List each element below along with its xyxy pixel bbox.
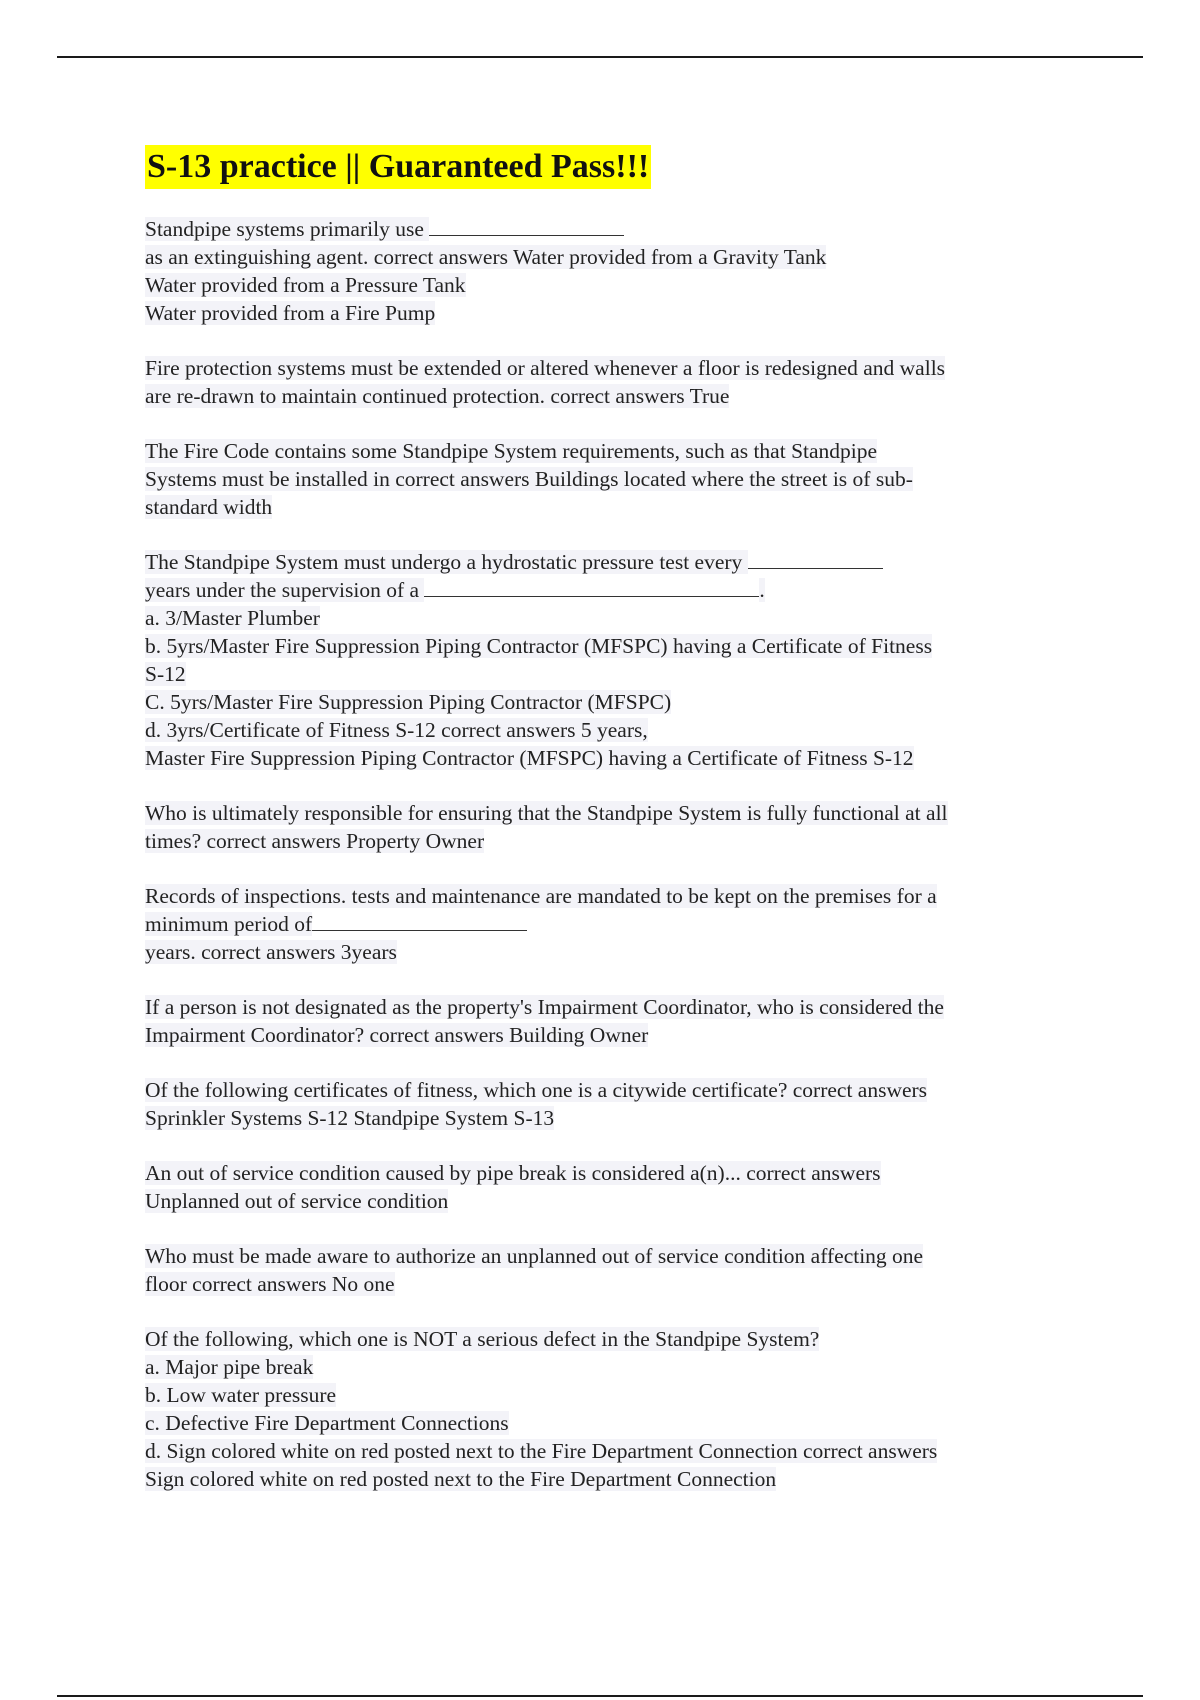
qa-block (145, 1076, 1065, 1132)
text-line (145, 465, 1065, 493)
qa-block (145, 993, 1065, 1049)
line-text: Who must be made aware to authorize an unplanned out of service condition affecting one (145, 1244, 924, 1268)
answer-blank (748, 548, 883, 569)
text-line (145, 1104, 1065, 1132)
line-text: d. 3yrs/Certificate of Fitness S-12 correct answers 5 years, (145, 718, 648, 742)
text-line (145, 576, 1065, 604)
line-text: Unplanned out of service condition (145, 1189, 449, 1213)
line-text: Sprinkler Systems S-12 Standpipe System S-13 (145, 1106, 555, 1130)
line-text: b. Low water pressure (145, 1383, 337, 1407)
top-rule (57, 56, 1143, 58)
text-line (145, 1409, 1065, 1437)
line-text: The Fire Code contains some Standpipe System requirements, such as that Standpipe (145, 439, 878, 463)
text-line (145, 215, 1065, 243)
line-text: a. Major pipe break (145, 1355, 314, 1379)
text-line (145, 493, 1065, 521)
qa-block (145, 882, 1065, 966)
line-text: Water provided from a Pressure Tank (145, 273, 466, 297)
line-text: floor correct answers No one (145, 1272, 395, 1296)
text-line (145, 604, 1065, 632)
text-line (145, 299, 1065, 327)
bottom-rule (57, 1695, 1143, 1697)
text-line (145, 382, 1065, 410)
answer-blank (312, 910, 527, 931)
line-text: Records of inspections. tests and maintenance are mandated to be kept on the premises for a (145, 884, 937, 908)
text-line (145, 827, 1065, 855)
document-title: S-13 practice || Guaranteed Pass!!! (145, 145, 651, 189)
text-line (145, 910, 1065, 938)
line-text: Sign colored white on red posted next to the Fire Department Connection (145, 1467, 777, 1491)
line-text: If a person is not designated as the property's Impairment Coordinator, who is considered the (145, 995, 944, 1019)
text-line (145, 1465, 1065, 1493)
line-text: C. 5yrs/Master Fire Suppression Piping Contractor (MFSPC) (145, 690, 672, 714)
answer-blank (429, 215, 624, 236)
text-line (145, 354, 1065, 382)
text-line (145, 548, 1065, 576)
text-line (145, 938, 1065, 966)
line-text: times? correct answers Property Owner (145, 829, 485, 853)
text-line (145, 1187, 1065, 1215)
qa-block (145, 215, 1065, 327)
text-line (145, 1076, 1065, 1104)
line-text: years under the supervision of a (145, 578, 425, 602)
text-line (145, 1021, 1065, 1049)
line-text: The Standpipe System must undergo a hydrostatic pressure test every (145, 550, 748, 574)
text-line (145, 1325, 1065, 1353)
text-line (145, 993, 1065, 1021)
line-text: Systems must be installed in correct answers Buildings located where the street is of sub- (145, 467, 913, 491)
line-text: minimum period of (145, 912, 313, 936)
qa-block (145, 1159, 1065, 1215)
text-line (145, 1159, 1065, 1187)
text-line (145, 799, 1065, 827)
text-line (145, 660, 1065, 688)
line-text: Water provided from a Fire Pump (145, 301, 436, 325)
qa-block (145, 437, 1065, 521)
line-text: standard width (145, 495, 273, 519)
line-text: are re-drawn to maintain continued protection. correct answers True (145, 384, 730, 408)
document-body (145, 145, 1065, 1520)
text-line (145, 1353, 1065, 1381)
text-line (145, 688, 1065, 716)
text-line (145, 271, 1065, 299)
text-line (145, 716, 1065, 744)
line-text: Master Fire Suppression Piping Contractor (MFSPC) having a Certificate of Fitness S-12 (145, 746, 914, 770)
text-line (145, 882, 1065, 910)
line-text: d. Sign colored white on red posted next to the Fire Department Connection correct answers (145, 1439, 938, 1463)
line-text: An out of service condition caused by pipe break is considered a(n)... correct answers (145, 1161, 881, 1185)
text-line (145, 1437, 1065, 1465)
text-line (145, 632, 1065, 660)
line-text: S-12 (145, 662, 186, 686)
line-suffix: . (759, 578, 765, 602)
text-line (145, 1381, 1065, 1409)
text-line (145, 437, 1065, 465)
qa-block (145, 1242, 1065, 1298)
line-text: as an extinguishing agent. correct answers Water provided from a Gravity Tank (145, 245, 827, 269)
line-text: c. Defective Fire Department Connections (145, 1411, 509, 1435)
line-text: Standpipe systems primarily use (145, 217, 430, 241)
qa-block (145, 1325, 1065, 1493)
text-line (145, 243, 1065, 271)
text-line (145, 1270, 1065, 1298)
text-line (145, 1242, 1065, 1270)
qa-block (145, 354, 1065, 410)
qa-block (145, 799, 1065, 855)
line-text: Fire protection systems must be extended or altered whenever a floor is redesigned and walls (145, 356, 946, 380)
title-row (145, 145, 1065, 195)
qa-block (145, 548, 1065, 772)
text-line (145, 744, 1065, 772)
answer-blank (424, 576, 759, 597)
line-text: Of the following, which one is NOT a serious defect in the Standpipe System? (145, 1327, 820, 1351)
line-text: Of the following certificates of fitness, which one is a citywide certificate? correct answers (145, 1078, 928, 1102)
line-text: years. correct answers 3years (145, 940, 397, 964)
line-text: b. 5yrs/Master Fire Suppression Piping Contractor (MFSPC) having a Certificate of Fitness (145, 634, 933, 658)
line-text: Who is ultimately responsible for ensuring that the Standpipe System is fully functional at all (145, 801, 948, 825)
line-text: a. 3/Master Plumber (145, 606, 320, 630)
line-text: Impairment Coordinator? correct answers Building Owner (145, 1023, 649, 1047)
